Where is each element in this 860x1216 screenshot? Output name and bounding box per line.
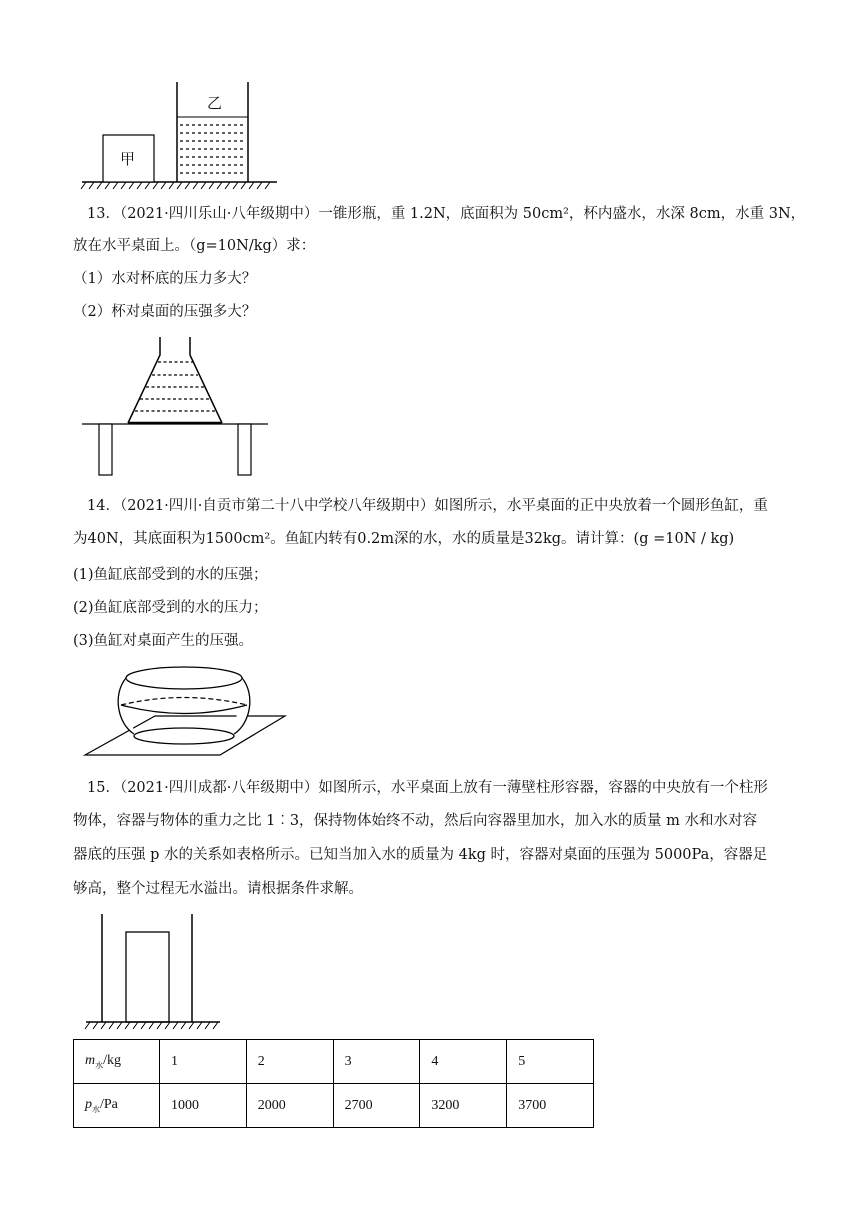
mass-pressure-table bbox=[73, 1039, 594, 1128]
q14-sub2: (2)鱼缸底部受到的水的压力； bbox=[73, 600, 268, 616]
figure-container-with-cylinder bbox=[84, 912, 224, 1032]
table-cell: 4 bbox=[420, 1040, 507, 1084]
table-cell: 3200 bbox=[420, 1084, 507, 1128]
figure-conical-flask bbox=[80, 335, 280, 480]
label-yi: 乙 bbox=[207, 94, 223, 112]
table-header-mass: $m_水/kg$ bbox=[74, 1040, 160, 1084]
table-cell: 2000 bbox=[246, 1084, 333, 1128]
q13-sub2: （2）杯对桌面的压强多大？ bbox=[73, 304, 257, 320]
table-cell: 1000 bbox=[160, 1084, 247, 1128]
q13-line1: 13．（2021·四川乐山·八年级期中）一锥形瓶，重 1.2N，底面积为 50cm²，杯内盛水，水深 8cm，水重 3N， bbox=[87, 206, 806, 222]
q14-sub3: (3)鱼缸对桌面产生的压强。 bbox=[73, 633, 254, 649]
q14-line1: 14．（2021·四川·自贡市第二十八中学校八年级期中）如图所示，水平桌面的正中央放着一个圆形鱼缸，重 bbox=[87, 498, 768, 514]
q14-sub1: (1)鱼缸底部受到的水的压强； bbox=[73, 567, 268, 583]
table-cell: 2700 bbox=[333, 1084, 420, 1128]
table-cell: 1 bbox=[160, 1040, 247, 1084]
table-cell: 3 bbox=[333, 1040, 420, 1084]
table-row bbox=[74, 1084, 594, 1128]
q13-line2: 放在水平桌面上。（g=10N/kg）求： bbox=[73, 238, 316, 254]
table-cell: 5 bbox=[507, 1040, 594, 1084]
q15-line1: 15．（2021·四川成都·八年级期中）如图所示，水平桌面上放有一薄壁柱形容器，容器的中央放有一个柱形 bbox=[87, 780, 768, 796]
q15-line2: 物体，容器与物体的重力之比 1︰3，保持物体始终不动，然后向容器里加水，加入水的质量 m 水和水对容 bbox=[73, 813, 758, 829]
q15-line4: 够高，整个过程无水溢出。请根据条件求解。 bbox=[73, 881, 363, 897]
figure-fish-tank bbox=[80, 660, 290, 760]
q14-line2: 为40N，其底面积为1500cm²。鱼缸内转有0.2m深的水，水的质量是32kg。请计算：(g =10N / kg) bbox=[73, 531, 735, 547]
label-jia: 甲 bbox=[120, 150, 136, 168]
table-row bbox=[74, 1040, 594, 1084]
table-header-pressure: $p_水/Pa$ bbox=[74, 1084, 160, 1128]
q13-sub1: （1）水对杯底的压力多大？ bbox=[73, 271, 257, 287]
q15-line3: 器底的压强 p 水的关系如表格所示。已知当加入水的质量为 4kg 时，容器对桌面的压强为 5000Pa，容器足 bbox=[73, 847, 768, 863]
table-cell: 2 bbox=[246, 1040, 333, 1084]
figure-block-and-container bbox=[80, 80, 280, 190]
table-cell: 3700 bbox=[507, 1084, 594, 1128]
